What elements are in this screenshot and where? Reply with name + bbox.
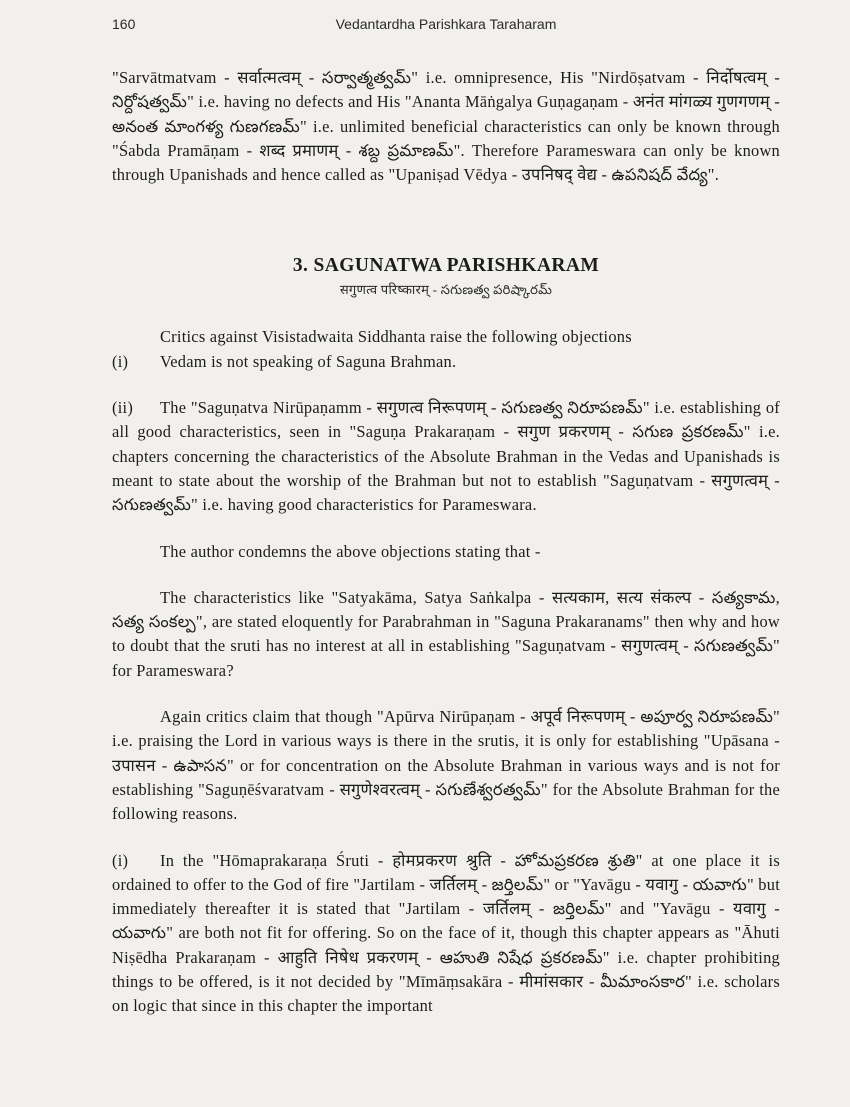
reason-item-1-text: In the "Hōmaprakaraṇa Śruti - होमप्रकरण श्रुति - హోమప్రకరణ శ్రుతి" at one place it is ordained to offer to the God of fire "Jartilam - जर्तिलम् - జర్తిలమ్" or "Yavāgu - यवागु - యవాగు" but immediately thereafter it is stated that "Jartilam - जर्तिलम् - జర్తిలమ్" and "Yavāgu - यवागु - యవాగు" are both not fit for offering. So on the face of it, though this chapter appears as "Āhuti Niṣēdha Prakaraṇam - आहुति निषेध प्रकरणम् - ఆహుతి నిషేధ ప్రకరణమ్" i.e. chapter prohibiting things to be offered, is it not decided by "Mīmāṃsakāra - मीमांसकार - మీమాంసకార" i.e. scholars on logic that since in this chapter the important (112, 850, 780, 1016)
reason-item-1-number: (i) (112, 850, 129, 870)
reason-item-1 (112, 849, 780, 1019)
again-critics-paragraph: Again critics claim that though "Apūrva Nirūpaṇam - अपूर्व निरूपणम् - అపూర్వ నిరూపణమ్" i.e. praising the Lord in various ways is there in the srutis, it is only for establishing "Upāsana - उपासन - ఉపాసన" or for concentration on the Absolute Brahman in various ways and is not for establishing "Saguṇēśvaratvam - सगुणेश्वरत्वम् - సగుణేశ్వరత్వమ్" for the Absolute Brahman for the following reasons. (112, 707, 780, 824)
characteristics-paragraph: The characteristics like "Satyakāma, Satya Saṅkalpa - सत्यकाम, सत्य संकल्प - సత్యకామ, సత్య సంకల్ప", are stated eloquently for Parabrahman in "Saguna Prakaranams" then why and how to doubt that the sruti has no interest at all in establishing "Saguṇatvam - सगुणत्वम् - సగుణత్వమ్" for Parameswara? (112, 587, 780, 680)
objection-item-2 (112, 396, 780, 517)
page-header (112, 16, 780, 36)
objection-item-1-number: (i) (112, 351, 129, 371)
objection-item-2-text: The "Saguṇatva Nirūpaṇamm - सगुणत्व निरूपणम् - సగుణత్వ నిరూపణమ్" i.e. establishing of all good characteristics, seen in "Saguṇa Prakaraṇam - सगुण प्रकरणम् - సగుణ ప్రకరణమ్" i.e. chapters concerning the characteristics of the Absolute Brahman in the Vedas and Upanishads is meant to state about the worship of the Brahman but not to establish "Saguṇatvam - सगुणत्वम् - సగుణత్వమ్" i.e. having good characteristics for Parameswara. (112, 398, 780, 515)
objection-item-1-text: Vedam is not speaking of Saguna Brahman. (160, 351, 457, 371)
page-body (112, 66, 780, 1019)
running-title: Vedantardha Parishkara Taraharam (335, 16, 557, 32)
intro-paragraph: "Sarvātmatvam - सर्वात्मत्वम् - సర్వాత్మత్వమ్" i.e. omnipresence, His "Nirdōṣatvam - निर्दोषत्वम् - నిర్దోషత్వమ్" i.e. having no defects and His "Ananta Māṅgalya Guṇagaṇam - अनंत मांगळ्य गुणगणम् - అనంత మాంగళ్య గుణగణమ్" i.e. unlimited beneficial characteristics can only be known through "Śabda Pramāṇam - शब्द प्रमाणम् - శబ్ద ప్రమాణమ్". Therefore Parameswara can only be known through Upanishads and hence called as "Upaniṣad Vēdya - उपनिषद् वेद्य - ఉపనిషద్ వేద్య". (112, 68, 780, 185)
critics-intro-paragraph: Critics against Visistadwaita Siddhanta raise the following objections (160, 327, 632, 347)
author-condemns-paragraph: The author condemns the above objections stating that - (160, 541, 541, 561)
section-subtitle: सगुणत्व परिष्कारम् - సగుణత్వ పరిష్కారమ్ (339, 282, 553, 298)
section-title: 3. SAGUNATWA PARISHKARAM (292, 255, 600, 277)
page-number: 160 (112, 16, 136, 32)
objection-item-1 (112, 350, 780, 374)
objection-item-2-number: (ii) (112, 398, 134, 418)
